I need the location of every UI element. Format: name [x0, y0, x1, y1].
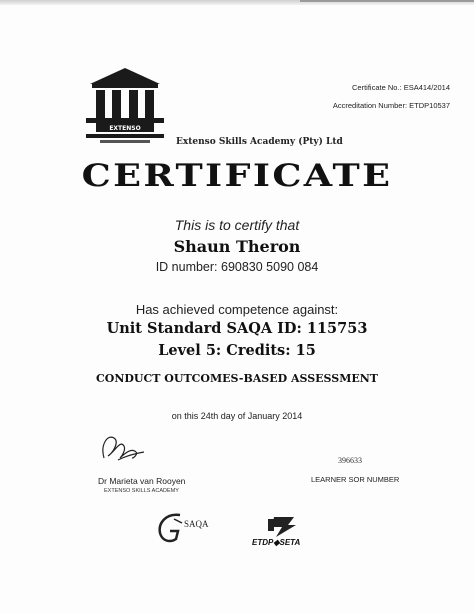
certify-text: This is to certify that [174, 217, 300, 233]
achieved-text: Has achieved competence against: [135, 302, 339, 317]
saqa-label: SAQA [184, 519, 209, 529]
id-number: ID number: 690830 5090 084 [155, 260, 319, 274]
learner-sor-label: LEARNER SOR NUMBER [311, 475, 400, 484]
etdp-seta-label: ETDP◆SETA [252, 538, 301, 547]
signer-organization: EXTENSO SKILLS ACADEMY [104, 488, 179, 494]
accreditation-number: Accreditation Number: ETDP10537 [332, 101, 450, 110]
learner-sor-number: 396633 [338, 456, 362, 465]
signer-name: Dr Marieta van Rooyen [98, 476, 186, 486]
signature-icon [98, 430, 146, 466]
unit-standard: Unit Standard SAQA ID: 115753 [106, 320, 368, 337]
recipient-name: Shaun Theron [173, 237, 301, 256]
issue-date: on this 24th day of January 2014 [171, 411, 303, 421]
level-credits: Level 5: Credits: 15 [158, 342, 316, 359]
svg-text:EXTENSO: EXTENSO [109, 125, 141, 132]
certificate-title: CERTIFICATE [81, 158, 393, 194]
scan-edge-line [300, 0, 474, 2]
company-name: Extenso Skills Academy (Pty) Ltd [176, 137, 343, 147]
qualification-title: CONDUCT OUTCOMES-BASED ASSESSMENT [95, 372, 378, 385]
certificate-number: Certificate No.: ESA414/2014 [352, 83, 450, 92]
extenso-logo-icon [82, 66, 168, 146]
